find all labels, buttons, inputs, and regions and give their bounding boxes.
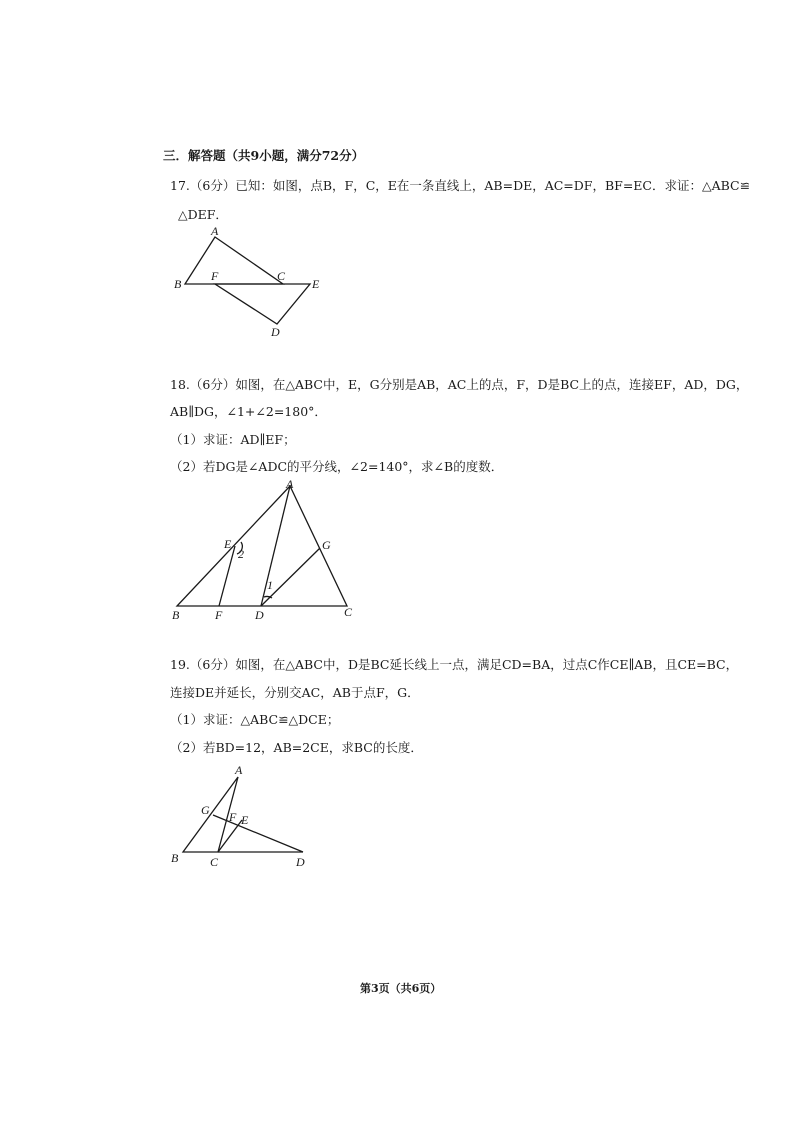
q19-part2: （2）若BD=12，AB=2CE，求BC的长度． [170, 740, 423, 755]
label-c: C [344, 605, 353, 619]
page-footer: 第3页（共6页） [360, 982, 442, 995]
label-d: D [296, 855, 305, 869]
segment-ad [261, 486, 290, 606]
label-g: G [201, 803, 210, 817]
label-d: D [255, 608, 264, 622]
q19-part1: （1）求证：△ABC≌△DCE； [170, 712, 340, 727]
q18-text-line1: 18.（6分）如图，在△ABC中，E，G分别是AB，AC上的点，F，D是BC上的点，连接EF，AD，DG， [170, 377, 749, 392]
label-b: B [171, 851, 179, 865]
label-f: F [215, 608, 223, 622]
q17-text-line1: 17.（6分）已知：如图，点B，F，C，E在一条直线上，AB=DE，AC=DF，BF=EC．求证：△ABC≌ [170, 178, 751, 193]
label-c: C [277, 269, 286, 283]
q18-part2: （2）若DG是∠ADC的平分线，∠2=140°，求∠B的度数． [170, 459, 504, 474]
q18-text-line2: AB∥DG，∠1+∠2=180°． [170, 404, 327, 419]
label-e: E [224, 537, 232, 551]
label-b: B [172, 608, 180, 622]
triangle-def [215, 284, 310, 324]
segment-ef [219, 546, 235, 606]
label-b: B [174, 277, 182, 291]
label-f: F [229, 810, 237, 824]
label-c: C [210, 855, 219, 869]
label-g: G [322, 538, 331, 552]
segment-dg [213, 815, 303, 852]
label-angle-1: 1 [267, 578, 273, 592]
label-f: F [211, 269, 219, 283]
q19-figure [165, 760, 325, 872]
label-angle-2: 2 [238, 547, 244, 561]
label-a: A [286, 477, 294, 491]
q19-text-line1: 19.（6分）如图，在△ABC中，D是BC延长线上一点，满足CD=BA，过点C作CE∥AB，且CE=BC， [170, 657, 739, 672]
label-a: A [235, 763, 243, 777]
label-e: E [312, 277, 320, 291]
label-d: D [271, 325, 280, 339]
triangle-abc [185, 237, 283, 284]
q17-text-line2: △DEF． [178, 207, 228, 222]
q18-figure [165, 476, 370, 626]
q18-part1: （1）求证：AD∥EF； [170, 432, 296, 447]
q17-figure [165, 222, 335, 342]
q19-text-line2: 连接DE并延长，分别交AC，AB于点F，G． [170, 685, 420, 700]
section-header: 三．解答题（共9小题，满分72分） [163, 148, 365, 163]
label-a: A [211, 224, 219, 238]
angle-1-arc [264, 596, 272, 598]
label-e: E [241, 813, 249, 827]
